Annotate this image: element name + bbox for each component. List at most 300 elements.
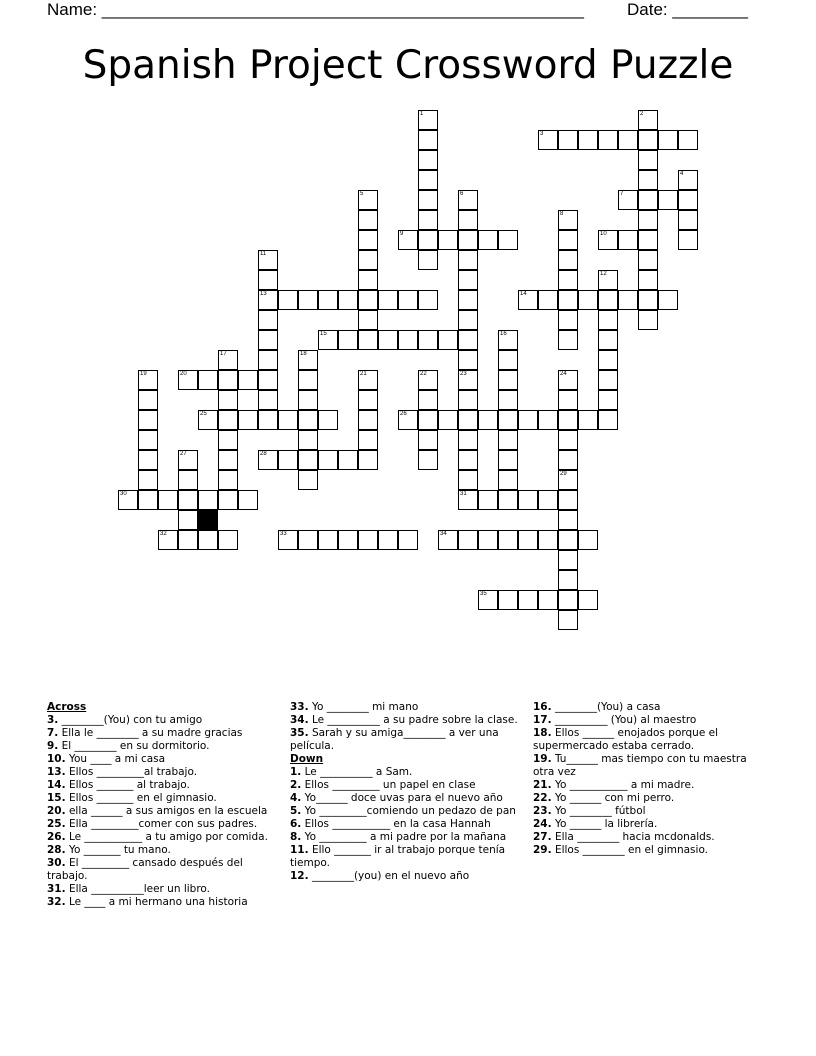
grid-cell[interactable] xyxy=(358,530,378,550)
grid-cell[interactable] xyxy=(258,350,278,370)
grid-cell[interactable] xyxy=(458,210,478,230)
across-clue xyxy=(47,727,285,740)
clue-text: Ellos _______ al trabajo. xyxy=(65,779,190,791)
grid-cell[interactable] xyxy=(458,310,478,330)
clue-number-label: 17. xyxy=(533,714,552,726)
clue-text: Ella ________ hacia mcdonalds. xyxy=(551,831,715,843)
grid-cell[interactable] xyxy=(598,310,618,330)
across-clue xyxy=(47,831,285,844)
grid-cell[interactable] xyxy=(598,330,618,350)
grid-cell[interactable] xyxy=(618,290,638,310)
down-clue xyxy=(533,818,771,831)
grid-cell[interactable] xyxy=(418,150,438,170)
grid-cell[interactable] xyxy=(538,530,558,550)
grid-cell[interactable] xyxy=(558,410,578,430)
grid-cell[interactable] xyxy=(538,490,558,510)
grid-cell[interactable] xyxy=(278,290,298,310)
clue-number-label: 35. xyxy=(290,727,309,739)
down-clue xyxy=(533,753,771,779)
grid-cell[interactable] xyxy=(678,190,698,210)
clue-number-label: 10. xyxy=(47,753,66,765)
grid-cell[interactable] xyxy=(458,470,478,490)
grid-cell[interactable] xyxy=(458,390,478,410)
down-clue xyxy=(533,779,771,792)
grid-cell[interactable] xyxy=(438,330,458,350)
clue-text: Ellos _______ en el gimnasio. xyxy=(65,792,217,804)
grid-cell[interactable] xyxy=(418,450,438,470)
clue-text: Yo _________comiendo un pedazo de pan xyxy=(301,805,516,817)
grid-cell[interactable] xyxy=(638,250,658,270)
grid-cell[interactable] xyxy=(458,230,478,250)
grid-cell[interactable] xyxy=(458,530,478,550)
grid-cell[interactable] xyxy=(478,230,498,250)
down-clue xyxy=(290,870,528,883)
grid-cell[interactable] xyxy=(458,270,478,290)
grid-cell[interactable] xyxy=(638,270,658,290)
clue-number-label: 14. xyxy=(47,779,66,791)
grid-cell[interactable] xyxy=(678,130,698,150)
grid-cell[interactable] xyxy=(358,430,378,450)
across-clue xyxy=(47,766,285,779)
grid-cell[interactable] xyxy=(458,290,478,310)
grid-cell[interactable] xyxy=(478,490,498,510)
grid-cell[interactable] xyxy=(378,530,398,550)
across-clue xyxy=(47,740,285,753)
across-clue xyxy=(47,714,285,727)
grid-cell[interactable] xyxy=(378,290,398,310)
clue-text: Le ___________ a tu amigo por comida. xyxy=(65,831,268,843)
grid-cell[interactable] xyxy=(578,530,598,550)
grid-cell[interactable] xyxy=(398,330,418,350)
clue-number-label: 9. xyxy=(47,740,59,752)
grid-cell[interactable] xyxy=(558,510,578,530)
clue-number-label: 18. xyxy=(533,727,552,739)
down-clue xyxy=(290,831,528,844)
across-clue xyxy=(47,792,285,805)
clue-number: 20 xyxy=(180,371,187,377)
clue-number-label: 34. xyxy=(290,714,309,726)
grid-cell[interactable] xyxy=(578,410,598,430)
clue-number-label: 21. xyxy=(533,779,552,791)
grid-cell[interactable] xyxy=(558,130,578,150)
grid-cell[interactable] xyxy=(218,370,238,390)
clue-number-label: 16. xyxy=(533,701,552,713)
clue-number: 34 xyxy=(440,531,447,537)
grid-cell[interactable] xyxy=(638,210,658,230)
clue-text: Yo _______ tu mano. xyxy=(65,844,171,856)
grid-cell[interactable] xyxy=(558,290,578,310)
grid-cell[interactable] xyxy=(458,450,478,470)
clue-number-label: 12. xyxy=(290,870,309,882)
clue-text: __________ (You) al maestro xyxy=(551,714,697,726)
grid-cell[interactable] xyxy=(418,230,438,250)
clue-number: 15 xyxy=(320,331,327,337)
clue-number-label: 24. xyxy=(533,818,552,830)
clue-number: 19 xyxy=(140,371,147,377)
grid-cell[interactable] xyxy=(638,130,658,150)
grid-cell[interactable] xyxy=(378,330,398,350)
down-clue xyxy=(533,701,771,714)
grid-cell[interactable] xyxy=(438,410,458,430)
grid-cell[interactable] xyxy=(138,490,158,510)
grid-cell[interactable] xyxy=(678,230,698,250)
grid-cell[interactable] xyxy=(418,330,438,350)
clue-number: 12 xyxy=(600,271,607,277)
grid-cell[interactable] xyxy=(638,230,658,250)
grid-cell[interactable] xyxy=(578,590,598,610)
grid-cell[interactable] xyxy=(558,250,578,270)
grid-cell[interactable] xyxy=(418,290,438,310)
clue-text: ________(You) con tu amigo xyxy=(58,714,203,726)
clue-number: 17 xyxy=(220,351,227,357)
grid-cell[interactable] xyxy=(218,430,238,450)
grid-cell[interactable] xyxy=(338,450,358,470)
clue-number-label: 5. xyxy=(290,805,302,817)
clue-text: You ____ a mi casa xyxy=(65,753,166,765)
clue-number-label: 23. xyxy=(533,805,552,817)
grid-cell[interactable] xyxy=(558,310,578,330)
grid-cell[interactable] xyxy=(478,410,498,430)
clue-text: Sarah y su amiga________ a ver una película. xyxy=(290,727,499,752)
clue-text: Ella _________comer con sus padres. xyxy=(65,818,258,830)
clue-number: 29 xyxy=(560,471,567,477)
grid-cell[interactable] xyxy=(498,430,518,450)
clue-number: 28 xyxy=(260,451,267,457)
down-clue xyxy=(533,727,771,753)
grid-cell[interactable] xyxy=(418,170,438,190)
clue-number: 13 xyxy=(260,291,267,297)
clue-number: 31 xyxy=(460,491,467,497)
grid-cell[interactable] xyxy=(358,290,378,310)
clue-number-label: 31. xyxy=(47,883,66,895)
clue-text: Le __________ a Sam. xyxy=(301,766,413,778)
clue-number: 18 xyxy=(300,351,307,357)
clue-number-label: 6. xyxy=(290,818,302,830)
grid-cell[interactable] xyxy=(178,510,198,530)
grid-cell[interactable] xyxy=(358,230,378,250)
grid-cell[interactable] xyxy=(538,290,558,310)
grid-cell[interactable] xyxy=(218,530,238,550)
grid-cell[interactable] xyxy=(178,530,198,550)
down-clue xyxy=(290,792,528,805)
grid-cell[interactable] xyxy=(598,390,618,410)
grid-cell[interactable] xyxy=(258,370,278,390)
across-clue xyxy=(47,818,285,831)
grid-cell[interactable] xyxy=(498,410,518,430)
clue-number-label: 19. xyxy=(533,753,552,765)
clue-number: 30 xyxy=(120,491,127,497)
clue-text: Ellos _________ un papel en clase xyxy=(301,779,476,791)
grid-cell[interactable] xyxy=(338,290,358,310)
grid-cell[interactable] xyxy=(498,590,518,610)
clue-number-label: 32. xyxy=(47,896,66,908)
grid-cell[interactable] xyxy=(218,470,238,490)
clue-number-label: 2. xyxy=(290,779,302,791)
clue-number-label: 8. xyxy=(290,831,302,843)
grid-cell[interactable] xyxy=(318,450,338,470)
grid-cell[interactable] xyxy=(318,290,338,310)
grid-cell[interactable] xyxy=(418,390,438,410)
grid-cell[interactable] xyxy=(238,410,258,430)
grid-cell[interactable] xyxy=(618,230,638,250)
grid-cell[interactable] xyxy=(298,410,318,430)
grid-cell[interactable] xyxy=(578,130,598,150)
clue-number-label: 7. xyxy=(47,727,59,739)
grid-cell[interactable] xyxy=(218,410,238,430)
grid-cell[interactable] xyxy=(498,370,518,390)
grid-cell[interactable] xyxy=(358,450,378,470)
clue-number: 26 xyxy=(400,411,407,417)
grid-cell[interactable] xyxy=(138,470,158,490)
grid-cell[interactable] xyxy=(258,390,278,410)
grid-cell[interactable] xyxy=(558,330,578,350)
grid-cell[interactable] xyxy=(658,130,678,150)
grid-cell[interactable] xyxy=(418,430,438,450)
grid-cell[interactable] xyxy=(518,530,538,550)
grid-cell[interactable] xyxy=(178,490,198,510)
across-clue xyxy=(47,844,285,857)
grid-cell[interactable] xyxy=(418,250,438,270)
clue-number: 11 xyxy=(260,251,267,257)
grid-cell[interactable] xyxy=(538,590,558,610)
grid-cell[interactable] xyxy=(418,410,438,430)
clue-number-label: 27. xyxy=(533,831,552,843)
grid-cell[interactable] xyxy=(398,290,418,310)
grid-cell[interactable] xyxy=(598,410,618,430)
grid-cell[interactable] xyxy=(558,570,578,590)
grid-cell[interactable] xyxy=(138,450,158,470)
clue-text: Yo _________ a mi padre por la mañana xyxy=(301,831,507,843)
grid-cell[interactable] xyxy=(558,490,578,510)
grid-cell[interactable] xyxy=(598,370,618,390)
name-field-label: Name: ___________________________________________________ xyxy=(47,0,584,19)
clue-text: Yo ______ la librería. xyxy=(551,818,658,830)
grid-cell[interactable] xyxy=(498,450,518,470)
grid-cell[interactable] xyxy=(418,190,438,210)
grid-cell[interactable] xyxy=(438,230,458,250)
clue-number: 35 xyxy=(480,591,487,597)
clue-number-label: 33. xyxy=(290,701,309,713)
clue-number: 10 xyxy=(600,231,607,237)
clue-number-label: 1. xyxy=(290,766,302,778)
grid-cell[interactable] xyxy=(318,530,338,550)
grid-cell[interactable] xyxy=(498,490,518,510)
clue-number-label: 25. xyxy=(47,818,66,830)
grid-cell[interactable] xyxy=(458,250,478,270)
clue-number: 5 xyxy=(360,191,364,197)
grid-cell[interactable] xyxy=(338,530,358,550)
grid-cell[interactable] xyxy=(238,370,258,390)
clue-number: 9 xyxy=(400,231,404,237)
grid-cell[interactable] xyxy=(298,290,318,310)
grid-cell[interactable] xyxy=(298,450,318,470)
clue-number: 27 xyxy=(180,451,187,457)
clue-text: Ellos ______ enojados porque el supermercado estaba cerrado. xyxy=(533,727,718,752)
grid-cell[interactable] xyxy=(358,270,378,290)
across-clue xyxy=(290,701,528,714)
grid-cell[interactable] xyxy=(538,410,558,430)
grid-cell[interactable] xyxy=(638,310,658,330)
grid-cell[interactable] xyxy=(558,610,578,630)
grid-cell[interactable] xyxy=(518,410,538,430)
down-clue xyxy=(533,844,771,857)
clue-number-label: 4. xyxy=(290,792,302,804)
clue-text: Ello _______ ir al trabajo porque tenía tiempo. xyxy=(290,844,506,869)
grid-cell[interactable] xyxy=(138,430,158,450)
page-title: Spanish Project Crossword Puzzle xyxy=(82,43,734,88)
grid-cell[interactable] xyxy=(478,530,498,550)
clue-number-label: 22. xyxy=(533,792,552,804)
down-clue xyxy=(533,805,771,818)
across-heading: Across xyxy=(47,701,87,713)
grid-cell[interactable] xyxy=(638,150,658,170)
grid-cell[interactable] xyxy=(278,450,298,470)
down-clue xyxy=(533,714,771,727)
clue-text: Ellos ________ en el gimnasio. xyxy=(551,844,709,856)
grid-cell[interactable] xyxy=(458,350,478,370)
grid-cell[interactable] xyxy=(598,290,618,310)
clue-number: 3 xyxy=(540,131,544,137)
grid-cell[interactable] xyxy=(358,250,378,270)
grid-cell[interactable] xyxy=(558,550,578,570)
grid-cell[interactable] xyxy=(618,130,638,150)
grid-cell[interactable] xyxy=(298,370,318,390)
clue-number: 23 xyxy=(460,371,467,377)
grid-cell[interactable] xyxy=(358,310,378,330)
across-clue xyxy=(290,727,528,753)
grid-cell[interactable] xyxy=(258,410,278,430)
grid-cell[interactable] xyxy=(138,410,158,430)
clue-text: Ellos _________al trabajo. xyxy=(65,766,198,778)
across-clue xyxy=(47,805,285,818)
shaded-cell xyxy=(198,510,218,530)
clue-text: ________(You) a casa xyxy=(551,701,661,713)
clue-text: El _________ cansado después del trabajo. xyxy=(47,857,243,882)
grid-cell[interactable] xyxy=(358,330,378,350)
grid-cell[interactable] xyxy=(338,330,358,350)
grid-cell[interactable] xyxy=(598,350,618,370)
down-clue xyxy=(533,831,771,844)
grid-cell[interactable] xyxy=(278,410,298,430)
across-clue xyxy=(290,714,528,727)
grid-cell[interactable] xyxy=(498,230,518,250)
grid-cell[interactable] xyxy=(638,170,658,190)
clue-text: Ella le ________ a su madre gracias xyxy=(58,727,243,739)
clue-number-label: 20. xyxy=(47,805,66,817)
grid-cell[interactable] xyxy=(298,530,318,550)
grid-cell[interactable] xyxy=(238,490,258,510)
grid-cell[interactable] xyxy=(258,310,278,330)
clue-text: Le ____ a mi hermano una historia xyxy=(65,896,248,908)
grid-cell[interactable] xyxy=(498,350,518,370)
grid-cell[interactable] xyxy=(358,210,378,230)
grid-cell[interactable] xyxy=(418,130,438,150)
grid-cell[interactable] xyxy=(458,410,478,430)
clue-text: ________(you) en el nuevo año xyxy=(308,870,470,882)
grid-cell[interactable] xyxy=(198,490,218,510)
grid-cell[interactable] xyxy=(578,290,598,310)
grid-cell[interactable] xyxy=(638,290,658,310)
clue-number-label: 28. xyxy=(47,844,66,856)
down-clue xyxy=(533,792,771,805)
grid-cell[interactable] xyxy=(318,410,338,430)
clue-text: ella ______ a sus amigos en la escuela xyxy=(65,805,268,817)
grid-cell[interactable] xyxy=(258,270,278,290)
clue-text: Yo ________ mi mano xyxy=(308,701,419,713)
clue-text: Tu______ mas tiempo con tu maestra otra vez xyxy=(533,753,747,778)
clue-text: Yo ______ con mi perro. xyxy=(551,792,675,804)
grid-cell[interactable] xyxy=(258,330,278,350)
clue-number-label: 30. xyxy=(47,857,66,869)
grid-cell[interactable] xyxy=(598,130,618,150)
grid-cell[interactable] xyxy=(498,530,518,550)
grid-cell[interactable] xyxy=(178,470,198,490)
grid-cell[interactable] xyxy=(658,190,678,210)
across-clue xyxy=(47,896,285,909)
grid-cell[interactable] xyxy=(518,590,538,610)
clue-number-label: 15. xyxy=(47,792,66,804)
grid-cell[interactable] xyxy=(458,330,478,350)
clue-number-label: 13. xyxy=(47,766,66,778)
grid-cell[interactable] xyxy=(298,390,318,410)
grid-cell[interactable] xyxy=(558,390,578,410)
grid-cell[interactable] xyxy=(678,210,698,230)
grid-cell[interactable] xyxy=(458,430,478,450)
down-clue xyxy=(290,844,528,870)
grid-cell[interactable] xyxy=(498,470,518,490)
grid-cell[interactable] xyxy=(558,450,578,470)
clues-column-1 xyxy=(47,701,285,909)
grid-cell[interactable] xyxy=(418,210,438,230)
clue-number: 16 xyxy=(500,331,507,337)
grid-cell[interactable] xyxy=(558,270,578,290)
down-heading: Down xyxy=(290,753,324,765)
grid-cell[interactable] xyxy=(398,530,418,550)
grid-cell[interactable] xyxy=(498,390,518,410)
grid-cell[interactable] xyxy=(218,390,238,410)
clue-text: Yo ________ fútbol xyxy=(551,805,646,817)
clues-column-2 xyxy=(290,701,528,883)
clues-column-3 xyxy=(533,701,771,857)
clue-number: 22 xyxy=(420,371,427,377)
grid-cell[interactable] xyxy=(218,490,238,510)
across-clue xyxy=(47,753,285,766)
across-clue xyxy=(47,883,285,896)
down-clue xyxy=(290,818,528,831)
grid-cell[interactable] xyxy=(138,390,158,410)
grid-cell[interactable] xyxy=(298,430,318,450)
grid-cell[interactable] xyxy=(518,490,538,510)
down-clue xyxy=(290,779,528,792)
grid-cell[interactable] xyxy=(558,230,578,250)
grid-cell[interactable] xyxy=(358,410,378,430)
clue-text: Yo ___________ a mi madre. xyxy=(551,779,695,791)
grid-cell[interactable] xyxy=(158,490,178,510)
grid-cell[interactable] xyxy=(638,190,658,210)
grid-cell[interactable] xyxy=(198,370,218,390)
grid-cell[interactable] xyxy=(298,470,318,490)
clue-number-label: 3. xyxy=(47,714,59,726)
across-clue xyxy=(47,857,285,883)
grid-cell[interactable] xyxy=(218,450,238,470)
grid-cell[interactable] xyxy=(358,390,378,410)
grid-cell[interactable] xyxy=(558,530,578,550)
grid-cell[interactable] xyxy=(198,530,218,550)
grid-cell[interactable] xyxy=(558,590,578,610)
down-clue xyxy=(290,766,528,779)
grid-cell[interactable] xyxy=(558,430,578,450)
grid-cell[interactable] xyxy=(658,290,678,310)
